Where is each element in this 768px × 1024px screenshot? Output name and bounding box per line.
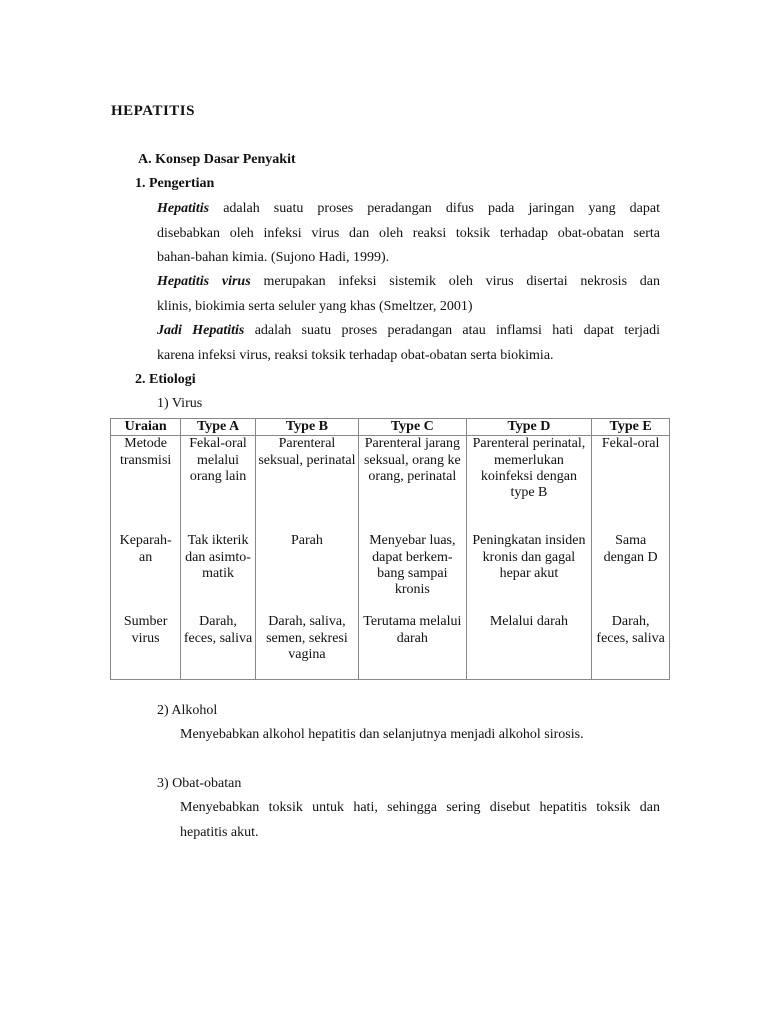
table-header-cell: Type E	[592, 419, 670, 436]
table-cell: Darah, saliva, semen, sekresi vagina	[255, 614, 358, 680]
paragraph-line: klinis, biokimia serta seluler yang khas (Smeltzer, 2001)	[157, 298, 473, 314]
obat-obatan-description	[180, 796, 660, 845]
table-cell: Menyebar luas, dapat berkem-bang sampai kronis	[359, 533, 467, 614]
paragraph-line	[157, 319, 660, 344]
paragraph-line: karena infeksi virus, reaksi toksik terhadap obat-obatan serta biokimia.	[157, 347, 554, 363]
list-item-obat-obatan: 3) Obat-obatan	[157, 776, 242, 791]
table-cell: Metode transmisi	[111, 436, 181, 534]
paragraph-line: bahan-bahan kimia. (Sujono Hadi, 1999).	[157, 250, 390, 265]
section-heading-a: A. Konsep Dasar Penyakit	[138, 152, 296, 167]
table-cell: Keparah-an	[111, 533, 181, 614]
term-hepatitis-virus: Hepatitis virus	[157, 274, 251, 289]
table-row	[111, 614, 670, 680]
paragraph-hepatitis-virus	[157, 270, 660, 319]
page-title: HEPATITIS	[111, 103, 195, 119]
table-cell: Darah, feces, saliva	[592, 614, 670, 680]
table-header-cell: Type A	[181, 419, 256, 436]
table-cell: Darah, feces, saliva	[181, 614, 256, 680]
term-hepatitis: Hepatitis	[157, 201, 210, 216]
table-cell: Peningkatan insiden kronis dan gagal hepar akut	[466, 533, 592, 614]
paragraph-text: adalah suatu proses peradangan difus pada jaringan yang dapat	[223, 201, 661, 216]
list-item-virus: 1) Virus	[157, 396, 203, 411]
table-cell: Terutama melalui darah	[359, 614, 467, 680]
table-cell: Parenteral perinatal, memerlukan koinfeksi dengan type B	[466, 436, 592, 534]
paragraph-line	[157, 197, 660, 222]
paragraph-line: Menyebabkan toksik untuk hati, sehingga sering disebut hepatitis toksik dan	[180, 800, 660, 815]
table-cell: Sama dengan D	[592, 533, 670, 614]
table-row	[111, 533, 670, 614]
table-cell: Sumber virus	[111, 614, 181, 680]
paragraph-line: hepatitis akut.	[180, 824, 259, 840]
table-cell: Parenteral seksual, perinatal	[255, 436, 358, 534]
table-row	[111, 436, 670, 534]
paragraph-jadi-hepatitis	[157, 319, 660, 368]
list-item-alkohol: 2) Alkohol	[157, 703, 218, 718]
virus-table	[110, 418, 670, 680]
term-jadi-hepatitis: Jadi Hepatitis	[157, 323, 245, 338]
subheading-pengertian: 1. Pengertian	[135, 176, 215, 191]
table-cell: Fekal-oral	[592, 436, 670, 534]
table-cell: Parah	[255, 533, 358, 614]
paragraph-text: adalah suatu proses peradangan atau inflamsi hati dapat terjadi	[254, 323, 661, 338]
table-header-cell: Type D	[466, 419, 592, 436]
table-header-cell: Type C	[359, 419, 467, 436]
table-header-cell: Type B	[255, 419, 358, 436]
alkohol-description: Menyebabkan alkohol hepatitis dan selanjutnya menjadi alkohol sirosis.	[180, 727, 584, 742]
table-cell: Melalui darah	[466, 614, 592, 680]
paragraph-line	[157, 270, 660, 295]
table-cell: Tak ikterik dan asimto-matik	[181, 533, 256, 614]
table-cell: Fekal-oral melalui orang lain	[181, 436, 256, 534]
subheading-etiologi: 2. Etiologi	[135, 372, 196, 387]
paragraph-line: disebabkan oleh infeksi virus dan oleh reaksi toksik terhadap obat-obatan serta	[157, 225, 660, 241]
table-header-cell: Uraian	[111, 419, 181, 436]
paragraph-hepatitis	[157, 197, 660, 271]
paragraph-text: merupakan infeksi sistemik oleh virus disertai nekrosis dan	[263, 274, 661, 289]
table-cell: Parenteral jarang seksual, orang ke orang, perinatal	[359, 436, 467, 534]
table-header-row	[111, 419, 670, 436]
